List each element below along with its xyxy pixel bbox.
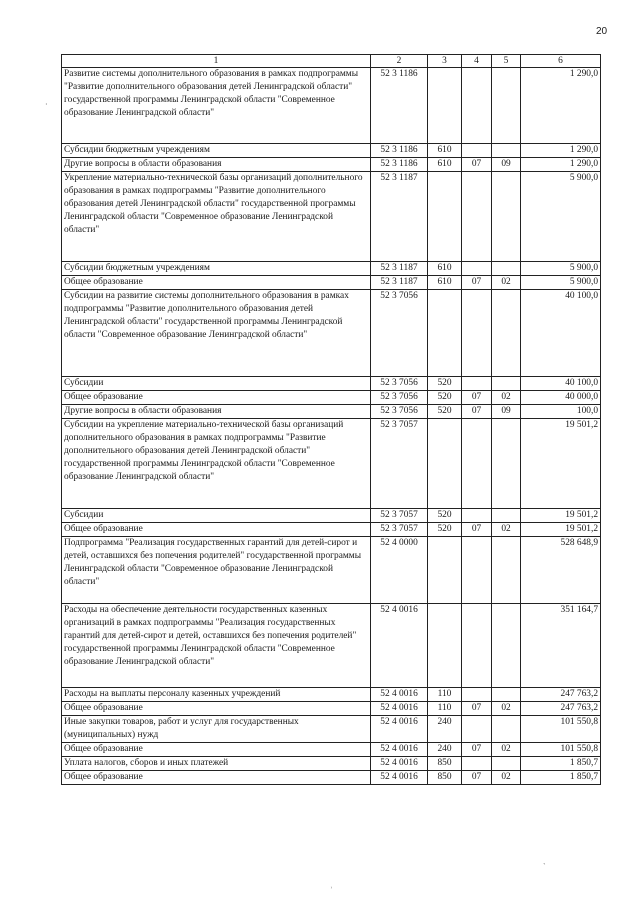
table-row [62, 716, 601, 743]
name-cell: Общее образование [62, 702, 371, 716]
section-cell [462, 68, 492, 144]
table-row [62, 276, 601, 290]
scan-speck: ˒ [330, 882, 333, 891]
subsection-cell [492, 377, 521, 391]
amount-cell: 40 100,0 [521, 377, 601, 391]
subsection-cell: 02 [492, 702, 521, 716]
table-row [62, 68, 601, 144]
table-row [62, 419, 601, 509]
expense-type-cell: 850 [428, 771, 462, 785]
table-row [62, 172, 601, 262]
expense-type-cell: 110 [428, 702, 462, 716]
section-cell [462, 509, 492, 523]
name-cell: Субсидии на развитие системы дополнительного образования в рамках подпрограммы "Развитие дополнительного образования детей Ленинградской области" государственной программы Ленинградской области "Современное образование Ленинградской области" [62, 290, 371, 377]
section-cell [462, 757, 492, 771]
code-cell: 52 3 7056 [371, 405, 428, 419]
table-row [62, 290, 601, 377]
name-cell: Субсидии бюджетным учреждениям [62, 262, 371, 276]
table-body [62, 68, 601, 785]
expense-type-cell [428, 537, 462, 604]
section-cell [462, 144, 492, 158]
table-row [62, 523, 601, 537]
amount-cell: 1 850,7 [521, 757, 601, 771]
table-row [62, 743, 601, 757]
section-cell [462, 377, 492, 391]
name-cell: Субсидии на укрепление материально-технической базы организаций дополнительного образования в рамках подпрограммы "Развитие дополнительного образования детей Ленинградской области" государственной программы Ленинградской области "Современное образование Ленинградской области" [62, 419, 371, 509]
code-cell: 52 3 1187 [371, 172, 428, 262]
section-cell [462, 537, 492, 604]
column-header: 6 [521, 55, 601, 68]
amount-cell: 101 550,8 [521, 716, 601, 743]
expense-type-cell: 610 [428, 276, 462, 290]
table-row [62, 604, 601, 688]
amount-cell: 1 290,0 [521, 144, 601, 158]
table-row [62, 537, 601, 604]
amount-cell: 19 501,2 [521, 419, 601, 509]
name-cell: Общее образование [62, 771, 371, 785]
code-cell: 52 4 0000 [371, 537, 428, 604]
amount-cell: 5 900,0 [521, 172, 601, 262]
amount-cell: 351 164,7 [521, 604, 601, 688]
code-cell: 52 3 1187 [371, 276, 428, 290]
name-cell: Укрепление материально-технической базы организаций дополнительного образования в рамках подпрограммы "Развитие дополнительного образования детей Ленинградской области" государственной программы Ленинградской области "Современное образование Ленинградской области" [62, 172, 371, 262]
code-cell: 52 3 7056 [371, 290, 428, 377]
table-row [62, 405, 601, 419]
section-cell: 07 [462, 405, 492, 419]
header-row [62, 55, 601, 68]
subsection-cell: 02 [492, 771, 521, 785]
amount-cell: 19 501,2 [521, 523, 601, 537]
name-cell: Субсидии бюджетным учреждениям [62, 144, 371, 158]
code-cell: 52 3 7057 [371, 509, 428, 523]
amount-cell: 100,0 [521, 405, 601, 419]
expense-type-cell [428, 290, 462, 377]
subsection-cell [492, 144, 521, 158]
expense-type-cell: 520 [428, 405, 462, 419]
amount-cell: 247 763,2 [521, 702, 601, 716]
column-header: 1 [62, 55, 371, 68]
name-cell: Общее образование [62, 523, 371, 537]
section-cell [462, 290, 492, 377]
table-row [62, 262, 601, 276]
subsection-cell: 09 [492, 158, 521, 172]
code-cell: 52 4 0016 [371, 688, 428, 702]
code-cell: 52 3 7057 [371, 523, 428, 537]
section-cell [462, 716, 492, 743]
code-cell: 52 3 1186 [371, 68, 428, 144]
section-cell: 07 [462, 158, 492, 172]
scan-speck: ` [543, 862, 546, 871]
section-cell: 07 [462, 523, 492, 537]
subsection-cell [492, 604, 521, 688]
table-row [62, 702, 601, 716]
column-header: 5 [492, 55, 521, 68]
subsection-cell [492, 172, 521, 262]
amount-cell: 5 900,0 [521, 262, 601, 276]
section-cell: 07 [462, 771, 492, 785]
section-cell: 07 [462, 702, 492, 716]
subsection-cell [492, 509, 521, 523]
section-cell [462, 262, 492, 276]
code-cell: 52 3 1186 [371, 144, 428, 158]
amount-cell: 1 290,0 [521, 158, 601, 172]
code-cell: 52 4 0016 [371, 771, 428, 785]
subsection-cell: 02 [492, 276, 521, 290]
expense-type-cell: 110 [428, 688, 462, 702]
code-cell: 52 3 7056 [371, 377, 428, 391]
amount-cell: 247 763,2 [521, 688, 601, 702]
name-cell: Другие вопросы в области образования [62, 158, 371, 172]
section-cell [462, 688, 492, 702]
subsection-cell [492, 688, 521, 702]
section-cell [462, 604, 492, 688]
name-cell: Субсидии [62, 377, 371, 391]
code-cell: 52 4 0016 [371, 757, 428, 771]
budget-table [61, 54, 601, 785]
subsection-cell: 09 [492, 405, 521, 419]
name-cell: Иные закупки товаров, работ и услуг для государственных (муниципальных) нужд [62, 716, 371, 743]
amount-cell: 19 501,2 [521, 509, 601, 523]
code-cell: 52 4 0016 [371, 743, 428, 757]
expense-type-cell: 610 [428, 144, 462, 158]
scan-speck: · [45, 100, 48, 109]
subsection-cell [492, 290, 521, 377]
subsection-cell: 02 [492, 523, 521, 537]
table-row [62, 377, 601, 391]
name-cell: Расходы на обеспечение деятельности государственных казенных организаций в рамках подпрограммы "Реализация государственных гарантий для детей-сирот и детей, оставшихся без попечения родителей" государственной программы Ленинградской области "Современное образование Ленинградской области" [62, 604, 371, 688]
subsection-cell [492, 262, 521, 276]
column-header: 3 [428, 55, 462, 68]
subsection-cell: 02 [492, 743, 521, 757]
section-cell: 07 [462, 743, 492, 757]
expense-type-cell [428, 604, 462, 688]
expense-type-cell: 240 [428, 743, 462, 757]
subsection-cell [492, 419, 521, 509]
name-cell: Расходы на выплаты персоналу казенных учреждений [62, 688, 371, 702]
subsection-cell [492, 716, 521, 743]
name-cell: Другие вопросы в области образования [62, 405, 371, 419]
column-header: 4 [462, 55, 492, 68]
expense-type-cell [428, 419, 462, 509]
amount-cell: 5 900,0 [521, 276, 601, 290]
expense-type-cell: 610 [428, 158, 462, 172]
table-row [62, 158, 601, 172]
name-cell: Общее образование [62, 391, 371, 405]
expense-type-cell [428, 68, 462, 144]
expense-type-cell: 520 [428, 523, 462, 537]
expense-type-cell [428, 172, 462, 262]
code-cell: 52 4 0016 [371, 604, 428, 688]
amount-cell: 528 648,9 [521, 537, 601, 604]
expense-type-cell: 850 [428, 757, 462, 771]
column-header: 2 [371, 55, 428, 68]
name-cell: Общее образование [62, 743, 371, 757]
name-cell: Уплата налогов, сборов и иных платежей [62, 757, 371, 771]
amount-cell: 40 000,0 [521, 391, 601, 405]
table-row [62, 509, 601, 523]
section-cell: 07 [462, 391, 492, 405]
amount-cell: 1 850,7 [521, 771, 601, 785]
name-cell: Подпрограмма "Реализация государственных гарантий для детей-сирот и детей, оставшихся без попечения родителей" государственной программы Ленинградской области "Современное образование Ленинградской области" [62, 537, 371, 604]
subsection-cell [492, 757, 521, 771]
amount-cell: 101 550,8 [521, 743, 601, 757]
section-cell [462, 172, 492, 262]
code-cell: 52 3 7056 [371, 391, 428, 405]
code-cell: 52 4 0016 [371, 702, 428, 716]
code-cell: 52 4 0016 [371, 716, 428, 743]
table-row [62, 757, 601, 771]
section-cell [462, 419, 492, 509]
name-cell: Общее образование [62, 276, 371, 290]
expense-type-cell: 520 [428, 391, 462, 405]
code-cell: 52 3 1186 [371, 158, 428, 172]
page-number: 20 [596, 26, 608, 37]
amount-cell: 1 290,0 [521, 68, 601, 144]
code-cell: 52 3 7057 [371, 419, 428, 509]
table-row [62, 771, 601, 785]
expense-type-cell: 520 [428, 509, 462, 523]
expense-type-cell: 610 [428, 262, 462, 276]
name-cell: Развитие системы дополнительного образования в рамках подпрограммы "Развитие дополнительного образования детей Ленинградской области" государственной программы Ленинградской области "Современное образование Ленинградской области" [62, 68, 371, 144]
expense-type-cell: 520 [428, 377, 462, 391]
section-cell: 07 [462, 276, 492, 290]
table-row [62, 688, 601, 702]
name-cell: Субсидии [62, 509, 371, 523]
code-cell: 52 3 1187 [371, 262, 428, 276]
subsection-cell: 02 [492, 391, 521, 405]
expense-type-cell: 240 [428, 716, 462, 743]
table-row [62, 391, 601, 405]
subsection-cell [492, 537, 521, 604]
subsection-cell [492, 68, 521, 144]
table-row [62, 144, 601, 158]
amount-cell: 40 100,0 [521, 290, 601, 377]
